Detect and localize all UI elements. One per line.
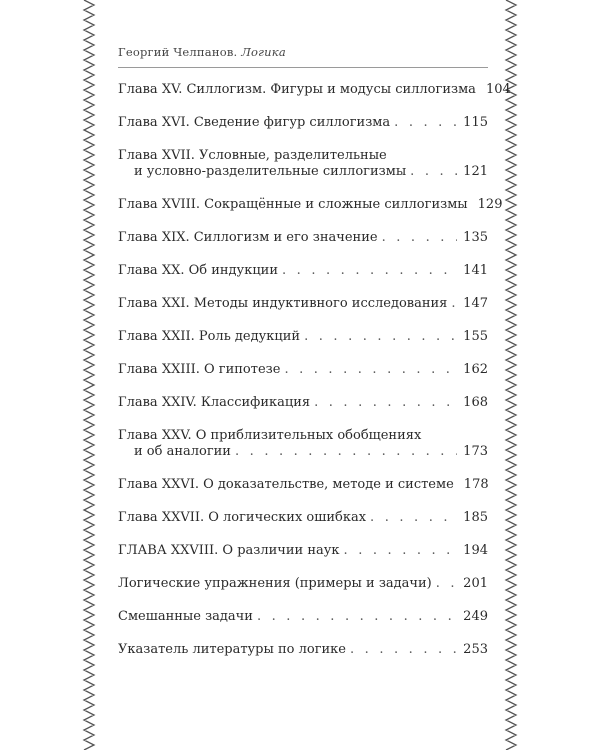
toc-page-number: 194 <box>463 543 488 558</box>
toc-entry-title: Глава XV. Силлогизм. Фигуры и модусы силлогизма <box>118 82 476 97</box>
dot-leader <box>304 329 457 345</box>
toc-page-number: 201 <box>463 576 488 591</box>
toc-entry[interactable] <box>118 296 488 312</box>
toc-entry[interactable] <box>118 543 488 559</box>
toc-entry[interactable] <box>118 263 488 279</box>
toc-page-number: 185 <box>463 510 488 525</box>
toc-entry-title: Глава XXIV. Классификация <box>118 395 311 410</box>
dot-leader <box>350 642 457 658</box>
toc-entry-title: Глава XVII. Условные, разделительные <box>118 148 387 163</box>
toc-page-number: 178 <box>463 477 489 492</box>
toc-entry-title: Логические упражнения (примеры и задачи) <box>118 576 432 591</box>
toc-entry-title: Смешанные задачи <box>118 609 253 624</box>
dot-leader <box>235 444 457 460</box>
dot-leader <box>284 362 457 378</box>
toc-page-number: 162 <box>463 362 488 377</box>
dot-leader <box>257 609 457 625</box>
toc-entry-title: ГЛАВА XXVIII. О различии наук <box>118 543 340 558</box>
toc-entry[interactable] <box>118 329 488 345</box>
toc-entry[interactable] <box>118 197 503 213</box>
toc-entry[interactable] <box>118 477 488 493</box>
toc-page-number: 168 <box>463 395 488 410</box>
toc-entry[interactable] <box>118 82 511 98</box>
dot-leader <box>410 164 457 180</box>
book-title: Логика <box>241 45 286 59</box>
right-zigzag-border <box>504 0 518 750</box>
table-of-contents <box>118 82 511 658</box>
toc-entry-title: Указатель литературы по логике <box>118 642 346 657</box>
toc-entry-title-continued: и условно-разделительные силлогизмы <box>134 164 407 179</box>
dot-leader <box>451 296 457 312</box>
toc-page-number: 135 <box>463 230 488 245</box>
toc-entry[interactable] <box>118 576 488 592</box>
toc-entry[interactable] <box>118 362 488 378</box>
toc-page-number: 104 <box>485 82 511 97</box>
dot-leader <box>394 115 457 131</box>
toc-entry[interactable] <box>118 230 488 246</box>
toc-entry-title: Глава XXIII. О гипотезе <box>118 362 281 377</box>
toc-entry-title: Глава XXII. Роль дедукций <box>118 329 301 344</box>
dot-leader <box>282 263 457 279</box>
running-head <box>118 45 286 59</box>
dot-leader <box>344 543 458 559</box>
toc-entry-title: Глава XVI. Сведение фигур силлогизма <box>118 115 391 130</box>
toc-page-number: 129 <box>477 197 503 212</box>
toc-entry-title: Глава XXVII. О логических ошибках <box>118 510 367 525</box>
toc-entry[interactable] <box>118 609 488 625</box>
toc-entry[interactable] <box>118 428 488 460</box>
toc-page-number: 121 <box>463 164 488 179</box>
toc-entry-title: Глава XXVI. О доказательстве, методе и системе <box>118 477 454 492</box>
toc-page-number: 141 <box>463 263 488 278</box>
toc-entry-title: Глава XXI. Методы индуктивного исследования <box>118 296 448 311</box>
toc-entry[interactable] <box>118 510 488 526</box>
toc-entry-title: Глава XVIII. Сокращённые и сложные силлогизмы <box>118 197 468 212</box>
toc-page-number: 173 <box>463 444 488 459</box>
toc-entry[interactable] <box>118 115 488 131</box>
toc-page-number: 249 <box>463 609 488 624</box>
header-rule <box>118 67 488 68</box>
toc-page-number: 115 <box>463 115 488 130</box>
dot-leader <box>382 230 458 246</box>
book-page <box>118 0 511 750</box>
dot-leader <box>436 576 457 592</box>
toc-page-number: 155 <box>463 329 488 344</box>
toc-entry[interactable] <box>118 148 488 180</box>
left-zigzag-border <box>82 0 96 750</box>
dot-leader <box>370 510 457 526</box>
toc-entry[interactable] <box>118 395 488 411</box>
toc-entry[interactable] <box>118 642 488 658</box>
toc-entry-title: Глава XXV. О приблизительных обобщениях <box>118 428 422 443</box>
toc-page-number: 147 <box>463 296 488 311</box>
toc-entry-title: Глава XX. Об индукции <box>118 263 279 278</box>
toc-entry-title: Глава XIX. Силлогизм и его значение <box>118 230 378 245</box>
toc-page-number: 253 <box>463 642 488 657</box>
toc-entry-title-continued: и об аналогии <box>134 444 231 459</box>
dot-leader <box>314 395 457 411</box>
author-name: Георгий Челпанов. <box>118 45 238 59</box>
